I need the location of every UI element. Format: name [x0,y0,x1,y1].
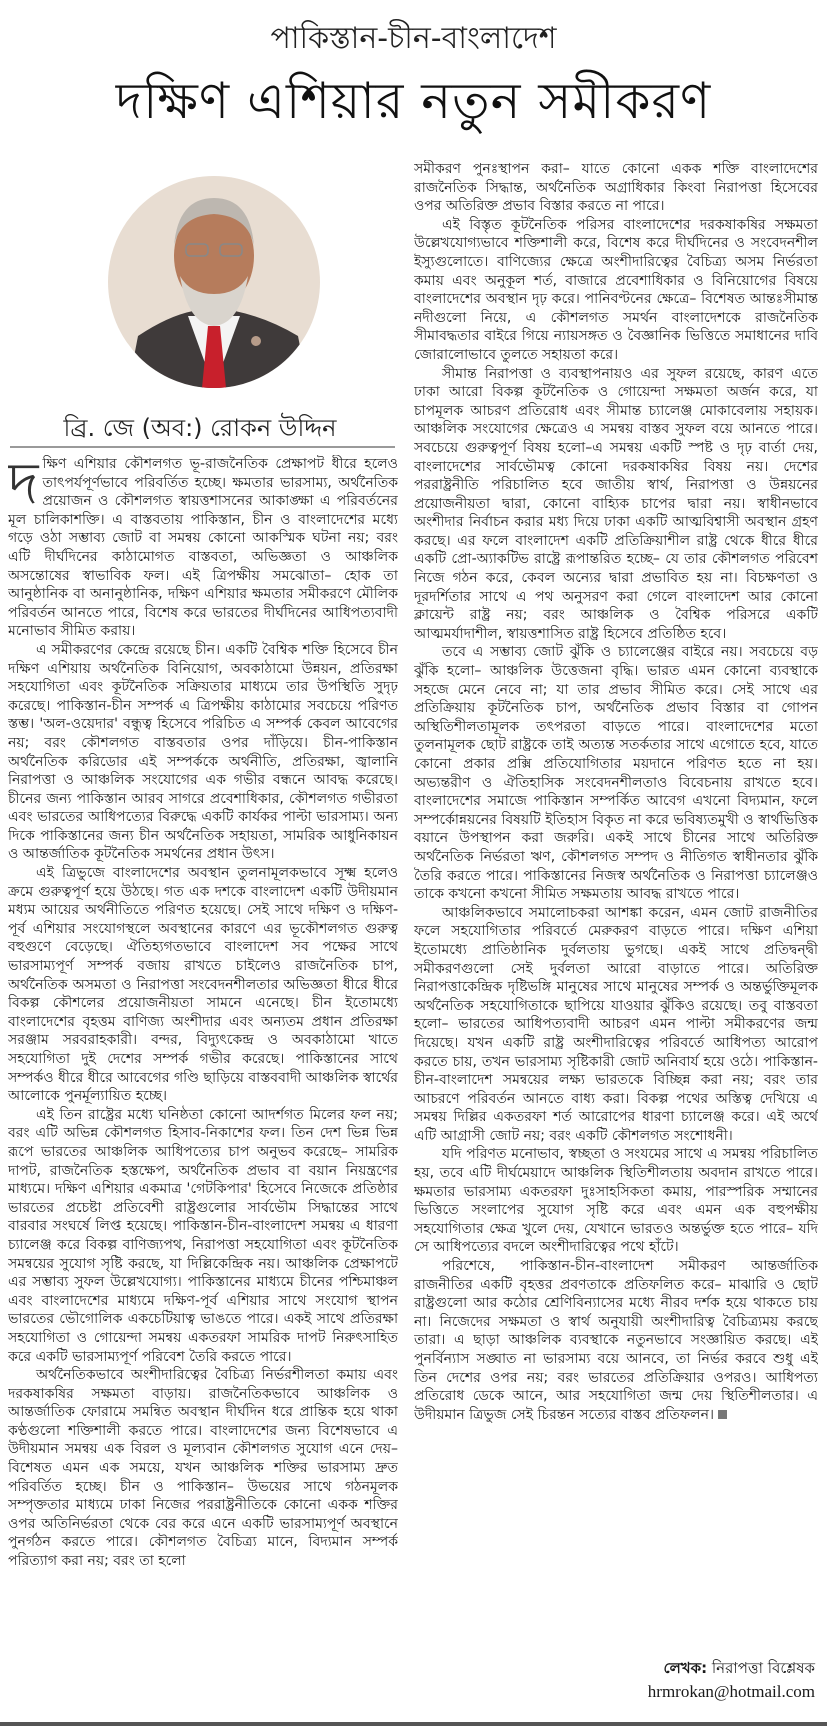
author-photo [108,176,320,388]
headline: দক্ষিণ এশিয়ার নতুন সমীকরণ [115,72,712,130]
end-mark-icon [718,1410,727,1419]
paragraph: এই তিন রাষ্ট্রের মধ্যে ঘনিষ্ঠতা কোনো আদর্শগত মিলের ফল নয়; বরং এটি অভিন্ন কৌশলগত হিসাব-নিকাশের ফল। তিন দেশ ভিন্ন ভিন্ন রূপে ভারতের আঞ্চলিক আধিপত্যের চাপ অনুভব করেছে– সামরিক দাপট, রাজনৈতিক হস্তক্ষেপ, অর্থনৈতিক প্রভাব বা বয়ান নিয়ন্ত্রণের মাধ্যমে। দক্ষিণ এশিয়ার একমাত্র 'গেটকিপার' হিসেবে নিজেকে প্রতিষ্ঠার ভারতের প্রচেষ্টা প্রতিবেশী রাষ্ট্রগুলোর সার্বভৌম সিদ্ধান্তের সাথে বারবার সংঘর্ষে লিপ্ত হয়েছে। পাকিস্তান-চীন-বাংলাদেশ সমন্বয় এ ধারণা চ্যালেঞ্জ করে বিকল্প বাণিজ্যপথ, নিরাপত্তা সহযোগিতা এবং কূটনৈতিক সমন্বয়ের সুযোগ সৃষ্টি করছে, যা দিল্লিকেন্দ্রিক নয়। আঞ্চলিক প্রেক্ষাপটে এর সম্ভাব্য সুফল উল্লেখযোগ্য। পাকিস্তানের মাধ্যমে চীনের পশ্চিমাঞ্চল এবং বাংলাদেশের মাধ্যমে দক্ষিণ-পূর্ব এশিয়ার সাথে সংযোগ স্থাপন ভারতের ভৌগোলিক একচেটিয়াত্ব ভাঙতে পারে। একই সাথে প্রতিরক্ষা সহযোগিতা ও গোয়েন্দা সমন্বয় একতরফা সামরিক দাপট নিরুৎসাহিত করে একটি ভারসাম্যপূর্ণ পরিবেশ তৈরি করতে পারে। [8,1106,398,1365]
drop-cap: দ [8,455,39,517]
paragraph: এ সমীকরণের কেন্দ্রে রয়েছে চীন। একটি বৈশ্বিক শক্তি হিসেবে চীন দক্ষিণ এশিয়ায় অর্থনৈতিক বিনিয়োগ, অবকাঠামো উন্নয়ন, প্রতিরক্ষা সহযোগিতা এবং কূটনৈতিক সক্রিয়তার মাধ্যমে তার উপস্থিতি সুদৃঢ় করেছে। পাকিস্তান-চীন সম্পর্ক এ ত্রিপক্ষীয় কাঠামোর সবচেয়ে পরিণত স্তম্ভ। 'অল-ওয়েদার' বন্ধুত্ব হিসেবে পরিচিত এ সম্পর্ক কেবল আবেগের নয়; বরং কৌশলগত বাস্তবতার ওপর দাঁড়িয়ে। চীন-পাকিস্তান অর্থনৈতিক করিডোর এই সম্পর্ককে অর্থনীতি, প্রতিরক্ষা, জ্বালানি নিরাপত্তা ও আঞ্চলিক সংযোগের এক গভীর বন্ধনে আবদ্ধ করেছে। চীনের জন্য পাকিস্তান আরব সাগরে প্রবেশাধিকার, কৌশলগত গভীরতা এবং ভারতের আধিপত্যের বিরুদ্ধে একটি কার্যকর পাল্টা ভারসাম্য। অন্য দিকে পাকিস্তানের জন্য চীন অর্থনৈতিক সহায়তা, সামরিক আধুনিকায়ন ও আন্তর্জাতিক কূটনৈতিক সমর্থনের প্রধান উৎস। [8,641,398,863]
paragraph: পরিশেষে, পাকিস্তান-চীন-বাংলাদেশ সমীকরণ আন্তর্জাতিক রাজনীতির একটি বৃহত্তর প্রবণতাকে প্রতিফলিত করে– মাঝারি ও ছোট রাষ্ট্রগুলো আর কঠোর শ্রেণিবিন্যাসের মধ্যে নীরব দর্শক হয়ে থাকতে চায় না। নিজেদের সক্ষমতা ও স্বার্থ অনুযায়ী অংশীদারিত্ব বৈচিত্র্যময় করছে তারা। এ ছাড়া আঞ্চলিক ব্যবস্থাকে নতুনভাবে সংজ্ঞায়িত করছে। এই পুনর্বিন্যাস সঙ্ঘাত না ভারসাম্য বয়ে আনবে, তা নির্ভর করবে শুধু এই তিন দেশের ওপর নয়; বরং ভারতের প্রতিক্রিয়ার ওপরও। আধিপত্য প্রতিরোধ ডেকে আনে, আর সহযোগিতা জন্ম দেয় স্থিতিশীলতার। এ উদীয়মান ত্রিভুজ সেই চিরন্তন সত্যের বাস্তব প্রতিফলন। [414,1258,818,1423]
paragraph: তবে এ সম্ভাব্য জোট ঝুঁকি ও চ্যালেঞ্জের বাইরে নয়। সবচেয়ে বড় ঝুঁকি হলো– আঞ্চলিক উত্তেজনা বৃদ্ধি। ভারত এমন কোনো ব্যবস্থাকে সহজে মেনে নেবে না; যা তার প্রভাব সীমিত করে। সেই সাথে এর প্রতিক্রিয়ায় কূটনৈতিক চাপ, অর্থনৈতিক প্রভাব বিস্তার বা গোপন অস্থিতিশীলতামূলক তৎপরতা বাড়তে পারে। বাংলাদেশের মতো তুলনামূলক ছোট রাষ্ট্রকে তাই অত্যন্ত সতর্কতার সাথে এগোতে হবে, যাতে কোনো প্রকার প্রক্সি প্রতিযোগিতার ময়দানে পরিণত হতে না হয়। অভ্যন্তরীণ ও ঐতিহাসিক সংবেদনশীলতাও বিবেচনায় রাখতে হবে। বাংলাদেশের সমাজে পাকিস্তান সম্পর্কিত আবেগ এখনো বিদ্যমান, ফলে সম্পর্কোন্নয়নের বিষয়টি ইতিহাস বিকৃত না করে ভবিষ্যতমুখী ও স্বার্থভিত্তিক বয়ানে উপস্থাপন করা জরুরি। একই সাথে চীনের সাথে অতিরিক্ত অর্থনৈতিক নির্ভরতা ঋণ, কৌশলগত সম্পদ ও নীতিগত স্বাধীনতার ঝুঁকি তৈরি করতে পারে। পাকিস্তানের নিজস্ব অর্থনৈতিক ও নিরাপত্তা চ্যালেঞ্জও তাকে কখনো কখনো সীমিত সক্ষমতায় আবদ্ধ রাখতে পারে। [414,644,818,903]
paragraph: দক্ষিণ এশিয়ার কৌশলগত ভূ-রাজনৈতিক প্রেক্ষাপট ধীরে হলেও তাৎপর্যপূর্ণভাবে পরিবর্তিত হচ্ছে। ক্ষমতার ভারসাম্য, অর্থনৈতিক প্রয়োজন ও কৌশলগত স্বায়ত্তশাসনের আকাঙ্ক্ষা এ পরিবর্তনের মূল চালিকাশক্তি। এ বাস্তবতায় পাকিস্তান, চীন ও বাংলাদেশের মধ্যে গড়ে ওঠা সম্ভাব্য জোট বা সমন্বয় কোনো আকস্মিক ঘটনা নয়; বরং এটি দীর্ঘদিনের কাঠামোগত বাস্তবতা, অভিজ্ঞতা ও আঞ্চলিক অসন্তোষের স্বাভাবিক ফল। এই ত্রিপক্ষীয় সমঝোতা– হোক তা আনুষ্ঠানিক বা অনানুষ্ঠানিক, দক্ষিণ এশিয়ার ক্ষমতার সমীকরণে মৌলিক পরিবর্তন আনতে পারে, বিশেষ করে ভারতের দীর্ঘদিনের আধিপত্যবাদী মনোভাব সীমিত করায়। [8,455,398,640]
author-note [648,1656,815,1704]
author-name: ব্রি. জে (অব:) রোকন উদ্দিন [63,414,337,442]
paragraph: এই বিস্তৃত কূটনৈতিক পরিসর বাংলাদেশের দরকষাকষির সক্ষমতা উল্লেখযোগ্যভাবে শক্তিশালী করে, বিশেষ করে দীর্ঘদিনের ও সংবেদনশীল ইস্যুগুলোতে। বাণিজ্যের ক্ষেত্রে অংশীদারিত্বের বৈচিত্র্য অসম নির্ভরতা কমায় এবং অনুকূল শর্ত, বাজারে প্রবেশাধিকার ও বিনিয়োগের বিষয়ে বাংলাদেশের অবস্থান দৃঢ় করে। পানিবণ্টনের ক্ষেত্রে– বিশেষত আন্তঃসীমান্ত নদীগুলো নিয়ে, এ কৌশলগত সমর্থন বাংলাদেশকে রাজনৈতিক সীমাবদ্ধতার বাইরে গিয়ে ন্যায়সঙ্গত ও বৈজ্ঞানিক ভিত্তিতে সমাধানের দাবি জোরালোভাবে তুলতে সহায়তা করে। [414,216,818,363]
article-column-right [414,160,818,1660]
writer-label: লেখক: [663,1659,708,1677]
article-column-left [8,455,398,1710]
divider [10,446,395,448]
paragraph: আঞ্চলিকভাবে সমালোচকরা আশঙ্কা করেন, এমন জোট রাজনীতির ফলে সহযোগিতার পরিবর্তে মেরুকরণ বাড়তে পারে। দক্ষিণ এশিয়া ইতোমধ্যে প্রাতিষ্ঠানিক দুর্বলতায় ভুগছে। একই সাথে প্রতিদ্বন্দ্বী সমীকরণগুলো সেই দুর্বলতা আরো বাড়াতে পারে। অতিরিক্ত নিরাপত্তাকেন্দ্রিক দৃষ্টিভঙ্গি মানুষের সাথে মানুষের সম্পর্ক ও অন্তর্ভুক্তিমূলক অর্থনৈতিক সহযোগিতাকে ছাপিয়ে যাওয়ার ঝুঁকিও রয়েছে। তবু বাস্তবতা হলো– ভারতের আধিপত্যবাদী আচরণ এমন পাল্টা সমীকরণের জন্ম দিয়েছে। যখন একটি রাষ্ট্র অংশীদারিত্বের পরিবর্তে আধিপত্য আরোপ করতে চায়, তখন ভারসাম্য সৃষ্টিকারী জোট অনিবার্য হয়ে ওঠে। পাকিস্তান-চীন-বাংলাদেশ সমন্বয়ের লক্ষ্য ভারতকে বিচ্ছিন্ন করা নয়; বরং তার আচরণে পরিবর্তন আনতে বাধ্য করা। বিকল্প পথের অস্তিত্ব দেখিয়ে এ সমন্বয় দিল্লির একতরফা শর্ত আরোপের ধারণা চ্যালেঞ্জ করে। এই অর্থে এটি আগ্রাসী জোট নয়; বরং একটি কৌশলগত সংশোধনী। [414,904,818,1144]
paragraph: অর্থনৈতিকভাবে অংশীদারিত্বের বৈচিত্র্য নির্ভরশীলতা কমায় এবং দরকষাকষির সক্ষমতা বাড়ায়। রাজনৈতিকভাবে আঞ্চলিক ও আন্তর্জাতিক ফোরামে সমন্বিত অবস্থান দীর্ঘদিন ধরে প্রান্তিক হয়ে থাকা কণ্ঠগুলো শক্তিশালী করতে পারে। বাংলাদেশের জন্য বিশেষভাবে এ উদীয়মান সমন্বয় এক বিরল ও মূল্যবান কৌশলগত সুযোগ এনে দেয়– বিশেষত এমন এক সময়ে, যখন আঞ্চলিক শক্তির ভারসাম্য দ্রুত পরিবর্তিত হচ্ছে। চীন ও পাকিস্তান– উভয়ের সাথে গঠনমূলক সম্পৃক্ততার মাধ্যমে ঢাকা নিজের পররাষ্ট্রনীতিকে কোনো একক শক্তির ওপর অতিনির্ভরতা থেকে বের করে এনে একটি ভারসাম্যপূর্ণ অবস্থানে পুনর্গঠন করতে পারে। কৌশলগত বৈচিত্র্য মানে, বিদ্যমান সম্পর্ক পরিত্যাগ করা নয়; বরং তা হলো [8,1367,398,1570]
writer-role: নিরাপত্তা বিশ্লেষক [711,1659,815,1677]
bottom-rule [0,1722,827,1726]
paragraph: যদি পরিণত মনোভাব, স্বচ্ছতা ও সংযমের সাথে এ সমন্বয় পরিচালিত হয়, তবে এটি দীর্ঘমেয়াদে আঞ্চলিক স্থিতিশীলতায় অবদান রাখতে পারে। ক্ষমতার ভারসাম্য একতরফা দুঃসাহসিকতা কমায়, পারস্পরিক সম্মানের ভিত্তিতে সংলাপের সুযোগ সৃষ্টি করে এবং এমন এক বহুপক্ষীয় সহযোগিতার ক্ষেত্র খুলে দেয়, যেখানে ভারতও অন্তর্ভুক্ত হতে পারে– যদি সে আধিপত্যের বদলে অংশীদারিত্বের পথে হাঁটে। [414,1146,818,1256]
kicker: পাকিস্তান-চীন-বাংলাদেশ [270,21,557,56]
paragraph: সমীকরণ পুনঃস্থাপন করা– যাতে কোনো একক শক্তি বাংলাদেশের রাজনৈতিক সিদ্ধান্ত, অর্থনৈতিক অগ্রাধিকার কিংবা নিরাপত্তা হিসেবের ওপর অতিরিক্ত প্রভাব বিস্তার করতে না পারে। [414,161,818,215]
author-email[interactable]: hrmrokan@hotmail.com [647,1682,815,1701]
paragraph: এই ত্রিভুজে বাংলাদেশের অবস্থান তুলনামূলকভাবে সূক্ষ্ম হলেও ক্রমে গুরুত্বপূর্ণ হয়ে উঠছে। গত এক দশকে বাংলাদেশ একটি উদীয়মান মধ্যম আয়ের অর্থনীতিতে পরিণত হয়েছে। সেই সাথে দক্ষিণ ও দক্ষিণ-পূর্ব এশিয়ার সংযোগস্থলে অবস্থানের কারণে এর ভূকৌশলগত গুরুত্ব বহুগুণে বেড়েছে। ঐতিহ্যগতভাবে বাংলাদেশ সব পক্ষের সাথে ভারসাম্যপূর্ণ সম্পর্ক বজায় রাখতে চাইলেও রাজনৈতিক চাপ, অর্থনৈতিক অসমতা ও নিরাপত্তা সংবেদনশীলতার অভিজ্ঞতা ধীরে ধীরে বিকল্প কৌশলের প্রয়োজনীয়তা সামনে এনেছে। চীন ইতোমধ্যে বাংলাদেশের বৃহত্তম বাণিজ্য অংশীদার এবং অন্যতম প্রধান প্রতিরক্ষা সরঞ্জাম সরবরাহকারী। বন্দর, বিদ্যুৎকেন্দ্র ও অবকাঠামো খাতে সহযোগিতা দুই দেশের সম্পর্ক গভীর করেছে। পাকিস্তানের সাথে সম্পর্কও ধীরে ধীরে আবেগের গণ্ডি ছাড়িয়ে বাস্তববাদী আঞ্চলিক স্বার্থের আলোকে পুনর্মূল্যায়িত হচ্ছে। [8,865,398,1105]
paragraph: সীমান্ত নিরাপত্তা ও ব্যবস্থাপনায়ও এর সুফল রয়েছে, কারণ এতে ঢাকা আরো বিকল্প কূটনৈতিক ও গোয়েন্দা সক্ষমতা অর্জন করে, যা চাপমূলক আচরণ প্রতিরোধ এবং সীমান্ত চ্যালেঞ্জ মোকাবেলায় সহায়ক। আঞ্চলিক সংযোগের ক্ষেত্রেও এ সমন্বয় বাস্তব সুফল বয়ে আনতে পারে। সবচেয়ে গুরুত্বপূর্ণ বিষয় হলো–এ সমন্বয় একটি স্পষ্ট ও দৃঢ় বার্তা দেয়, বাংলাদেশের সার্বভৌমত্ব কোনো দরকষাকষির বিষয় নয়। দেশের পররাষ্ট্রনীতি পরিচালিত হবে জাতীয় স্বার্থ, নিরাপত্তা ও উন্নয়নের প্রয়োজনীয়তা দ্বারা, কোনো বাহ্যিক চাপের দ্বারা নয়। স্বাধীনভাবে অংশীদার নির্বাচন করার মধ্য দিয়ে ঢাকা একটি আত্মবিশ্বাসী অবস্থান গ্রহণ করছে। এর ফলে বাংলাদেশ একটি প্রতিক্রিয়াশীল রাষ্ট্র থেকে ধীরে ধীরে একটি প্রো-অ্যাকটিভ রাষ্ট্রে রূপান্তরিত হচ্ছে– যে তার কৌশলগত পরিবেশ নিজে গঠন করে, কেবল অন্যের দ্বারা প্রভাবিত হয় না। বিচক্ষণতা ও দূরদর্শিতার সাথে এ পথ অনুসরণ করা গেলে বাংলাদেশ আর কোনো ক্লায়েন্ট রাষ্ট্র নয়; বরং আঞ্চলিক ও বৈশ্বিক পরিসরে একটি আত্মমর্যাদাশীল, স্বায়ত্তশাসিত রাষ্ট্র হিসেবে প্রতিষ্ঠিত হবে। [414,365,818,642]
